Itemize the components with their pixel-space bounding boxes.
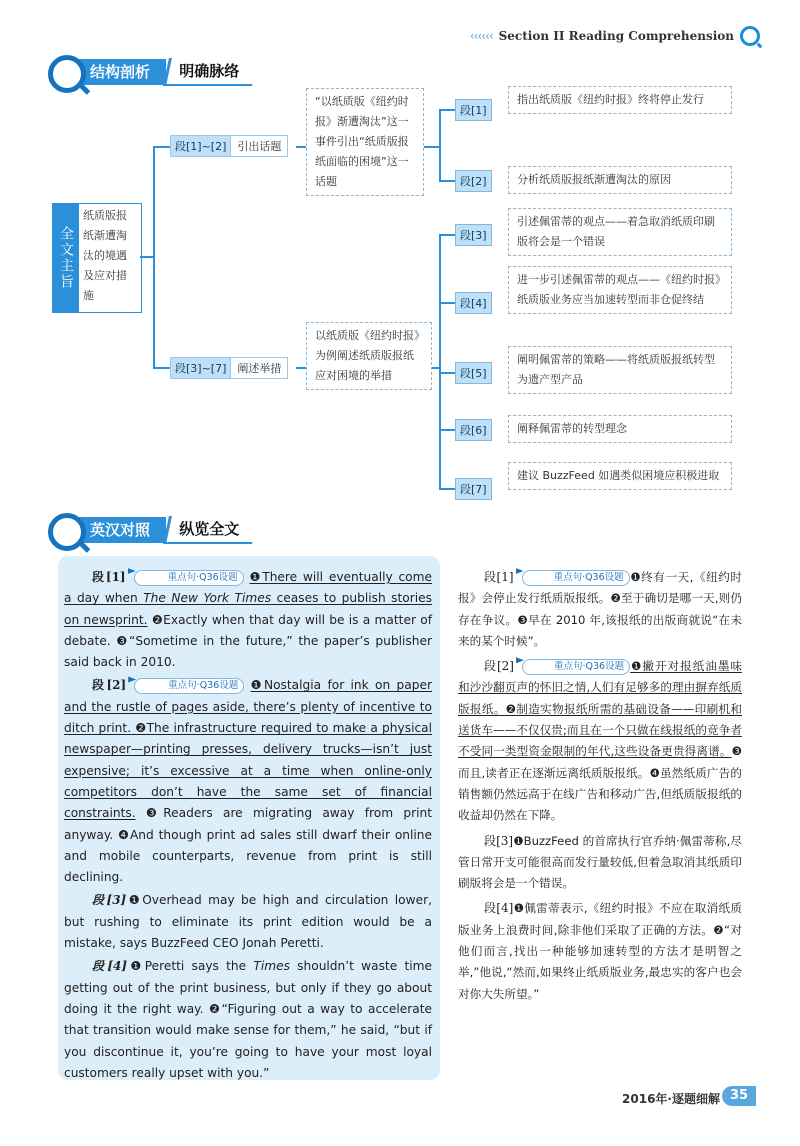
connector-line <box>153 146 171 148</box>
english-paragraph-1 <box>64 567 432 673</box>
footer-text: 2016年·逐题细解 <box>622 1092 720 1106</box>
paragraph-summary: 建议 BuzzFeed 如遇类似困境应积极进取 <box>508 462 732 490</box>
paragraph-summary: 阐释佩雷蒂的转型理念 <box>508 415 732 443</box>
paragraph-tag: 段[3] <box>455 224 492 246</box>
magnifier-icon <box>48 513 86 551</box>
group-note: 以纸质版《纽约时报》为例阐述纸质版报纸应对困境的举措 <box>306 322 432 390</box>
sentence-text: ❶Peretti says the <box>127 959 254 974</box>
key-sentence: ❶撇开对报纸油墨味和沙沙翻页声的怀旧之情,人们有足够多的理由摒弃纸质版报纸。 <box>458 659 742 716</box>
structure-banner <box>50 58 255 86</box>
running-header-title: Section II Reading Comprehension <box>498 29 734 43</box>
paragraph-tag: 段[6] <box>455 419 492 441</box>
paragraph-tag: 段[1] <box>455 99 492 121</box>
connector-line <box>439 488 455 490</box>
bilingual-banner-subtitle-box <box>163 516 258 544</box>
connector-line <box>296 146 306 148</box>
key-sentence-flag: 重点句·Q36设题 <box>522 659 630 675</box>
connector-line <box>439 372 455 374</box>
magnifier-icon <box>48 55 86 93</box>
connector-line <box>153 367 171 369</box>
group-label: 引出话题 <box>237 140 282 153</box>
sentence-text: ❶终有一天,《纽约时报》会停止发行纸质版报纸。❷至于确切是哪一天,则仍存在争议。❸早在 2010 年,该报纸的出版商就说“在未来的某个时候”。 <box>458 570 742 648</box>
sentence-text: ❶佩雷蒂表示,《纽约时报》不应在取消纸质版业务上浪费时间,除非他们采取了正确的方法。❷“对他们而言,找出一种能够加速转型的方法才是明智之举,”他说,“然而,如果终止纸质版业务,最忠实的客户也会对你大失所望。” <box>458 901 742 1001</box>
paragraph-tag: 段[5] <box>455 362 492 384</box>
connector-line <box>439 180 455 182</box>
paragraph-number: 段[3] <box>92 893 127 908</box>
sentence-text: ❶There will eventually come a day when <box>64 570 432 606</box>
group-box <box>170 135 288 157</box>
key-sentence-flag: 重点句·Q36设题 <box>134 678 244 694</box>
paragraph-tag: 段[2] <box>455 170 492 192</box>
english-paragraph-4 <box>64 956 432 1084</box>
main-idea-box <box>52 203 142 313</box>
bilingual-banner-subtitle: 纵览全文 <box>179 520 240 538</box>
connector-line <box>439 429 455 431</box>
group-label: 阐述举措 <box>237 362 282 375</box>
group-box <box>170 357 288 379</box>
sentence-text: ❶Overhead may be high and circulation lower, but rushing to eliminate its print edition would be a mistake, says BuzzFeed CEO Jonah Peretti. <box>64 893 432 951</box>
connector-line <box>439 109 441 181</box>
chinese-paragraph-4 <box>458 898 742 1004</box>
paragraph-tag: 段[4] <box>455 292 492 314</box>
bilingual-banner <box>50 516 255 544</box>
connector-line <box>439 302 455 304</box>
paragraph-number: 段[4] <box>92 959 128 974</box>
connector-line <box>296 367 306 369</box>
key-sentence-flag: 重点句·Q36设题 <box>522 570 630 586</box>
sentence-text: ceases to publish stories on newsprint. <box>64 591 432 627</box>
paragraph-summary: 阐明佩雷蒂的策略——将纸质版报纸转型为遗产型产品 <box>508 346 732 394</box>
newspaper-name: Times <box>253 959 290 974</box>
structure-banner-subtitle: 明确脉络 <box>179 62 240 80</box>
paragraph-summary: 进一步引述佩雷蒂的观点——《纽约时报》纸质版业务应当加速转型而非仓促终结 <box>508 266 732 314</box>
paragraph-number: 段[2] <box>92 678 127 693</box>
english-passage <box>64 567 432 1084</box>
running-header <box>470 26 760 46</box>
connector-line <box>439 234 441 489</box>
paragraph-number: 段[1] <box>484 570 514 584</box>
sentence-text: ❷Exactly when that day will be is a matter of debate. ❸“Sometime in the future,” the paper’s publisher said back in 2010. <box>64 612 432 670</box>
connector-line <box>439 109 455 111</box>
main-idea-label: 全文主旨 <box>53 204 79 312</box>
paragraph-summary: 引述佩雷蒂的观点——着急取消纸质印刷版将会是一个错误 <box>508 208 732 256</box>
bilingual-banner-badge <box>50 517 166 543</box>
connector-line <box>439 234 455 236</box>
arrow-decoration-icon: ‹‹‹‹‹‹ <box>469 29 493 43</box>
bilingual-banner-title: 英汉对照 <box>90 521 151 539</box>
chinese-paragraph-2 <box>458 656 742 826</box>
structure-banner-subtitle-box <box>163 58 258 86</box>
sentence-text: shouldn’t waste time getting out of the print business, but only if they go about doing it the right way. ❷“Figuring out a way to accelerate that transition would make sense for them,” he said, “but if you discontinue it, you’re going to have your most loyal customers really upset with you.” <box>64 959 432 1080</box>
key-sentence: ❶Nostalgia for ink on paper and the rustle of pages aside, there’s plenty of incentive to ditch print. <box>64 678 432 736</box>
structure-banner-title: 结构剖析 <box>90 63 151 81</box>
connector-line <box>424 146 440 148</box>
paragraph-number: 段[3] <box>484 833 514 848</box>
group-note: “以纸质版《纽约时报》渐遭淘汰”这一事件引出“纸质版报纸面临的困境”这一话题 <box>306 88 424 196</box>
chinese-paragraph-1 <box>458 567 742 652</box>
sentence-text: ❸Readers are migrating away from print anyway. ❹And though print ad sales still dwarf their online and mobile counterparts, revenue from print is still declining. <box>64 806 432 885</box>
sentence-text: ❶BuzzFeed 的首席执行官乔纳·佩雷蒂称,尽管日常开支可能很高而发行量较低,但着急取消其纸质印刷版将会是一个错误。 <box>458 833 742 891</box>
structure-banner-badge <box>50 59 166 85</box>
english-paragraph-2 <box>64 675 432 888</box>
english-paragraph-3 <box>64 890 432 954</box>
paragraph-number: 段[1] <box>92 570 126 584</box>
paragraph-summary: 指出纸质版《纽约时报》终将停止发行 <box>508 86 732 114</box>
group-tag: 段[1]~[2] <box>171 136 231 156</box>
main-idea-text: 纸质版报纸渐遭淘汰的境遇及应对措施 <box>83 209 127 302</box>
paragraph-summary: 分析纸质版报纸渐遭淘汰的原因 <box>508 166 732 194</box>
group-tag: 段[3]~[7] <box>171 358 231 378</box>
connector-line <box>153 146 155 368</box>
chinese-paragraph-3 <box>458 831 742 895</box>
paragraph-number: 段[4] <box>484 901 514 916</box>
newspaper-name: The New York Times <box>143 591 272 606</box>
key-sentence-flag: 重点句·Q36设题 <box>134 570 244 586</box>
chinese-translation <box>458 567 742 1005</box>
connector-line <box>140 256 154 258</box>
key-sentence: ❷The infrastructure required to make a physical newspaper—printing presses, delivery trucks—isn’t just expensive; it’s excessive at a time when online-only competitors don’t have the same set of financial constraints. <box>64 721 433 821</box>
paragraph-tag: 段[7] <box>455 478 492 500</box>
magnifier-icon <box>740 26 760 46</box>
paragraph-number: 段[2] <box>484 659 514 674</box>
sentence-text: ❸而且,读者正在逐渐远离纸质版报纸。❹虽然纸质广告的销售额仍然远高于在线广告和移动广告,但纸质版报纸的收益却仍然在下降。 <box>458 744 742 823</box>
page-number: 35 <box>722 1086 756 1106</box>
key-sentence: ❷制造实物报纸所需的基础设备——印刷机和送货车——不仅仅贵;而且在一个只做在线报纸的竞争者不受同一类型资金限制的年代,这些设备更贵得离谱。 <box>458 701 742 759</box>
